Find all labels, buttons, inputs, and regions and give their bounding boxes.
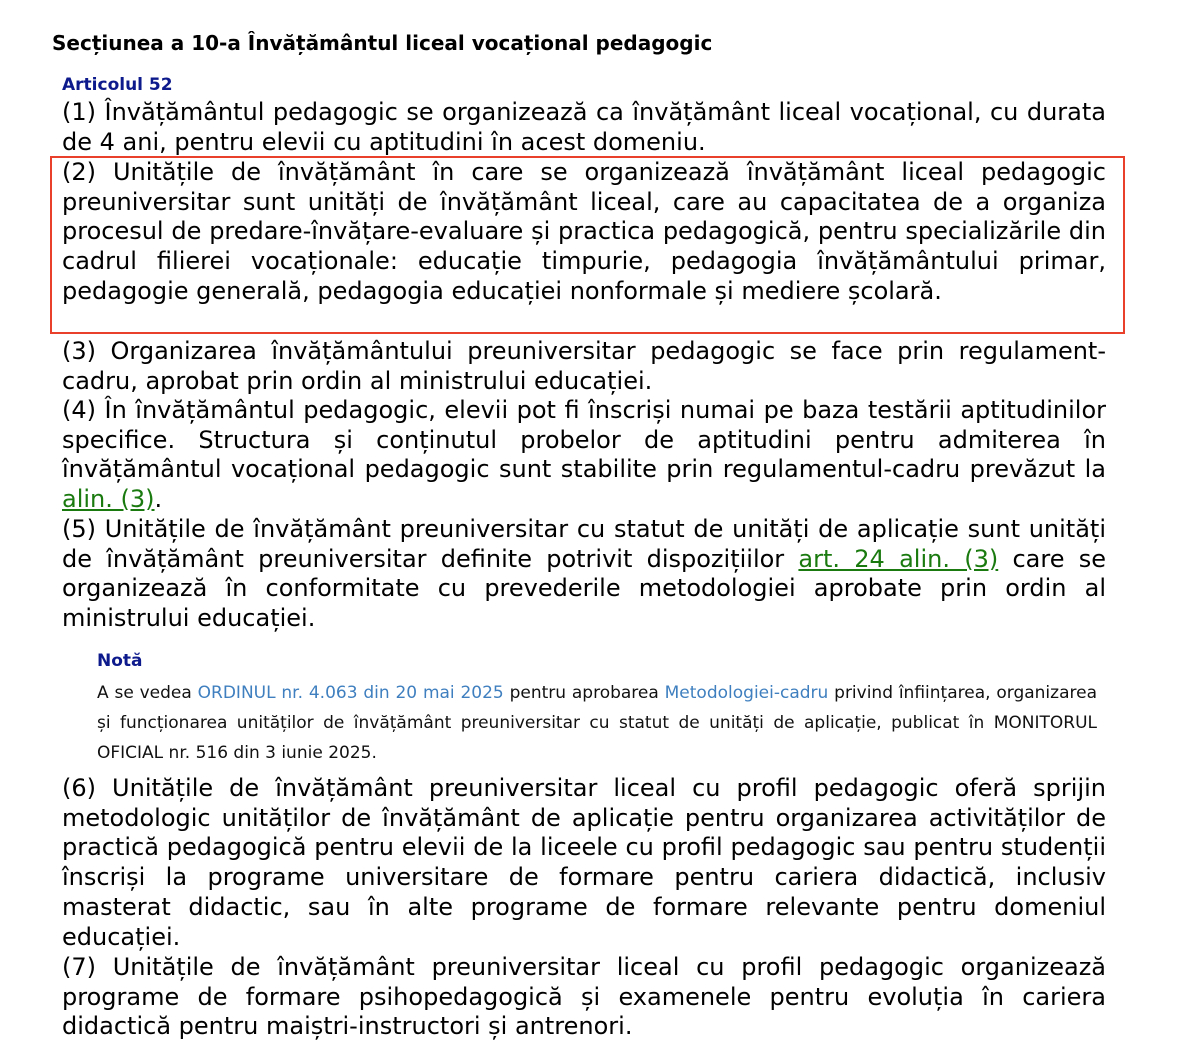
- paragraph-2: (2) Unitățile de învățământ în care se organizează învățământ liceal pedagogic preuniversitar sunt unități de învățământ liceal, care au capacitatea de a organiza procesul de predare-învățare-evaluare și practica pedagogică, pentru specializările din cadrul filierei vocaționale: educație timpurie, pedagogia învățământului primar, pedagogie generală, pedagogia educației nonformale și mediere școlară.: [62, 158, 1106, 305]
- ordinul-link[interactable]: ORDINUL nr. 4.063 din 20 mai 2025: [197, 683, 504, 703]
- paragraph-5: [62, 515, 1106, 634]
- paragraph-6: (6) Unitățile de învățământ preuniversitar liceal cu profil pedagogic oferă sprijin metodologic unităților de învățământ de aplicație pentru organizarea activităților de practică pedagogică pentru elevii de la liceele cu profil pedagogic sau pentru studenții înscriși la programe universitare de formare pentru cariera didactică, inclusiv masterat didactic, sau în alte programe de formare relevante pentru domeniul educației.: [62, 774, 1106, 951]
- note-text-1: A se vedea: [97, 683, 198, 703]
- paragraph-1: (1) Învățământul pedagogic se organizează ca învățământ liceal vocațional, cu durata de 4 ani, pentru elevii cu aptitudini în acest domeniu.: [62, 98, 1106, 156]
- paragraph-4-text: (4) În învățământul pedagogic, elevii pot fi înscriși numai pe baza testării aptitudinilor specifice. Structura și conținutul probelor de aptitudini pentru admiterea în învățământul vocațional pedagogic sunt stabilite prin regulamentul-cadru prevăzut la: [62, 396, 1106, 484]
- note-block: [97, 650, 1097, 768]
- article-title: Articolul 52: [62, 75, 173, 95]
- note-text-2: pentru aprobarea: [503, 683, 665, 703]
- paragraph-3: (3) Organizarea învățământului preuniversitar pedagogic se face prin regulament-cadru, aprobat prin ordin al ministrului educației.: [62, 337, 1106, 395]
- section-title: Secțiunea a 10-a Învățământul liceal vocațional pedagogic: [52, 31, 713, 55]
- paragraph-4: [62, 396, 1106, 515]
- note-text-3: privind înființarea, organizarea și funcționarea unităților de învățământ preuniversitar cu statut de unități de aplicație, publicat în MONITORUL OFICIAL nr. 516 din 3 iunie 2025.: [97, 683, 1097, 763]
- paragraph-5-end: care se organizează în conformitate cu prevederile metodologiei aprobate prin ordin al ministrului educației.: [62, 544, 1106, 633]
- note-text: [97, 678, 1097, 768]
- paragraph-5-text: (5) Unitățile de învățământ preuniversitar cu statut de unități de aplicație sunt unități de învățământ preuniversitar definite potrivit dispozițiilor: [62, 515, 1106, 573]
- paragraph-7: (7) Unitățile de învățământ preuniversitar liceal cu profil pedagogic organizează programe de formare psihopedagogică și examenele pentru evoluția în cariera didactică pentru maiștri-instructori și antrenori.: [62, 953, 1106, 1041]
- note-title: Notă: [97, 651, 143, 671]
- art-24-alin-3-link[interactable]: art. 24 alin. (3): [798, 544, 999, 573]
- paragraph-4-end: .: [154, 485, 163, 514]
- alin-3-link[interactable]: alin. (3): [62, 485, 155, 514]
- metodologie-link[interactable]: Metodologiei-cadru: [664, 683, 829, 703]
